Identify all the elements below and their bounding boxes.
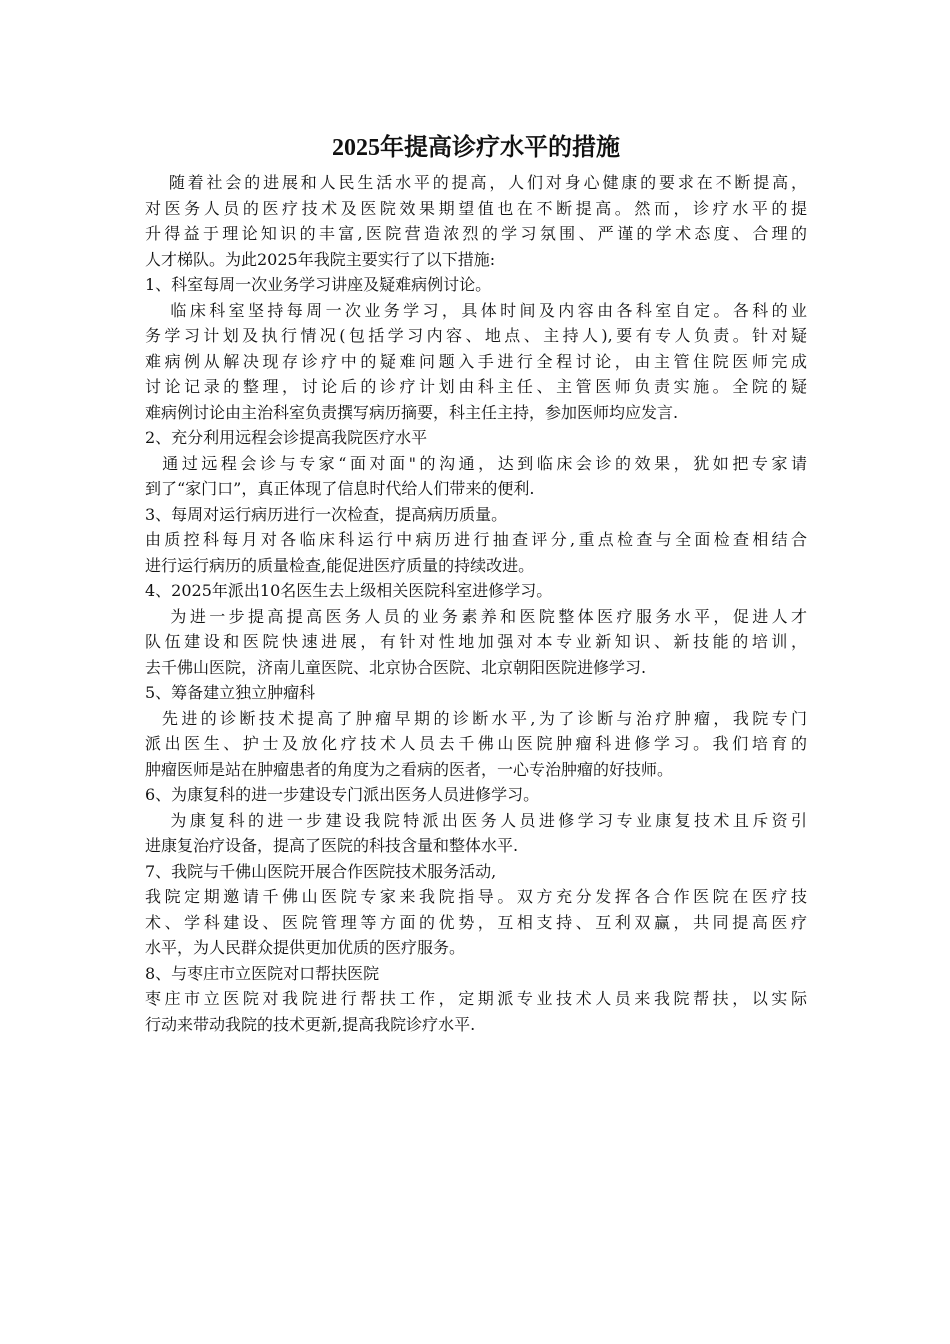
body-line: 到了“家门口”，真正体现了信息时代给人们带来的便利.: [145, 479, 535, 498]
body-line: 升得益于理论知识的丰富,医院营造浓烈的学习氛围、严谨的学术态度、合理的: [145, 224, 807, 243]
body-line: 3、每周对运行病历进行一次检查，提高病历质量。: [145, 504, 508, 524]
body-line: 1、科室每周一次业务学习讲座及疑难病例讨论。: [145, 275, 492, 294]
body-line: 通过远程会诊与专家“面对面"的沟通，达到临床会诊的效果，犹如把专家请: [145, 453, 807, 473]
body-line: 5、筹备建立独立肿瘤科: [145, 683, 316, 702]
document-page: [145, 128, 807, 1037]
body-line: 务学习计划及执行情况(包括学习内容、地点、主持人),要有专人负责。针对疑: [145, 326, 807, 345]
body-line: 为康复科的进一步建设我院特派出医务人员进修学习专业康复技术且斥资引: [145, 810, 807, 830]
body-line: 2、充分利用远程会诊提高我院医疗水平: [145, 428, 428, 447]
body-line: 先进的诊断技术提高了肿瘤早期的诊断水平,为了诊断与治疗肿瘤，我院专门: [145, 708, 807, 728]
body-line: 随着社会的进展和人民生活水平的提高，人们对身心健康的要求在不断提高，: [145, 173, 807, 192]
body-line: 临床科室坚持每周一次业务学习，具体时间及内容由各科室自定。各科的业: [145, 300, 807, 320]
body-line: 进行运行病历的质量检查,能促进医疗质量的持续改进。: [145, 555, 535, 575]
body-line: 对医务人员的医疗技术及医院效果期望值也在不断提高。然而，诊疗水平的提: [145, 198, 807, 218]
body-line: 肿瘤医师是站在肿瘤患者的角度为之看病的医者，一心专治肿瘤的好技师。: [145, 759, 674, 779]
document-title: 2025年提高诊疗水平的措施: [332, 135, 620, 161]
body-line: 去千佛山医院，济南儿童医院、北京协合医院、北京朝阳医院进修学习.: [145, 657, 647, 677]
body-line: 人才梯队。为此2025年我院主要实行了以下措施:: [145, 249, 496, 269]
body-line: 行动来带动我院的技术更新,提高我院诊疗水平.: [145, 1014, 476, 1034]
body-line: 派出医生、护士及放化疗技术人员去千佛山医院肿瘤科进修学习。我们培育的: [145, 734, 807, 753]
body-line: 进康复治疗设备，提高了医院的科技含量和整体水平.: [145, 836, 519, 855]
body-line: 我院定期邀请千佛山医院专家来我院指导。双方充分发挥各合作医院在医疗技: [145, 887, 807, 906]
body-line: 队伍建设和医院快速进展，有针对性地加强对本专业新知识、新技能的培训，: [145, 632, 807, 651]
document-body: [145, 170, 807, 1037]
body-line: 为进一步提高提高医务人员的业务素养和医院整体医疗服务水平，促进人才: [145, 606, 807, 626]
body-line: 4、2025年派出10名医生去上级相关医院科室进修学习。: [145, 581, 553, 600]
body-line: 难病例讨论由主治科室负责撰写病历摘要，科主任主持，参加医师均应发言.: [145, 402, 679, 422]
body-line: 7、我院与千佛山医院开展合作医院技术服务活动,: [145, 861, 497, 881]
body-line: 术、学科建设、医院管理等方面的优势，互相支持、互利双赢，共同提高医疗: [145, 912, 807, 932]
body-line: 水平，为人民群众提供更加优质的医疗服务。: [145, 938, 466, 957]
body-line: 讨论记录的整理，讨论后的诊疗计划由科主任、主管医师负责实施。全院的疑: [145, 377, 807, 396]
body-line: 6、为康复科的进一步建设专门派出医务人员进修学习。: [145, 785, 540, 804]
body-line: 难病例从解决现存诊疗中的疑难问题入手进行全程讨论，由主管住院医师完成: [145, 351, 807, 371]
body-line: 由质控科每月对各临床科运行中病历进行抽查评分,重点检查与全面检查相结合: [145, 530, 807, 549]
body-line: 8、与枣庄市立医院对口帮扶医院: [145, 963, 380, 983]
body-line: 枣庄市立医院对我院进行帮扶工作，定期派专业技术人员来我院帮扶，以实际: [145, 989, 807, 1008]
